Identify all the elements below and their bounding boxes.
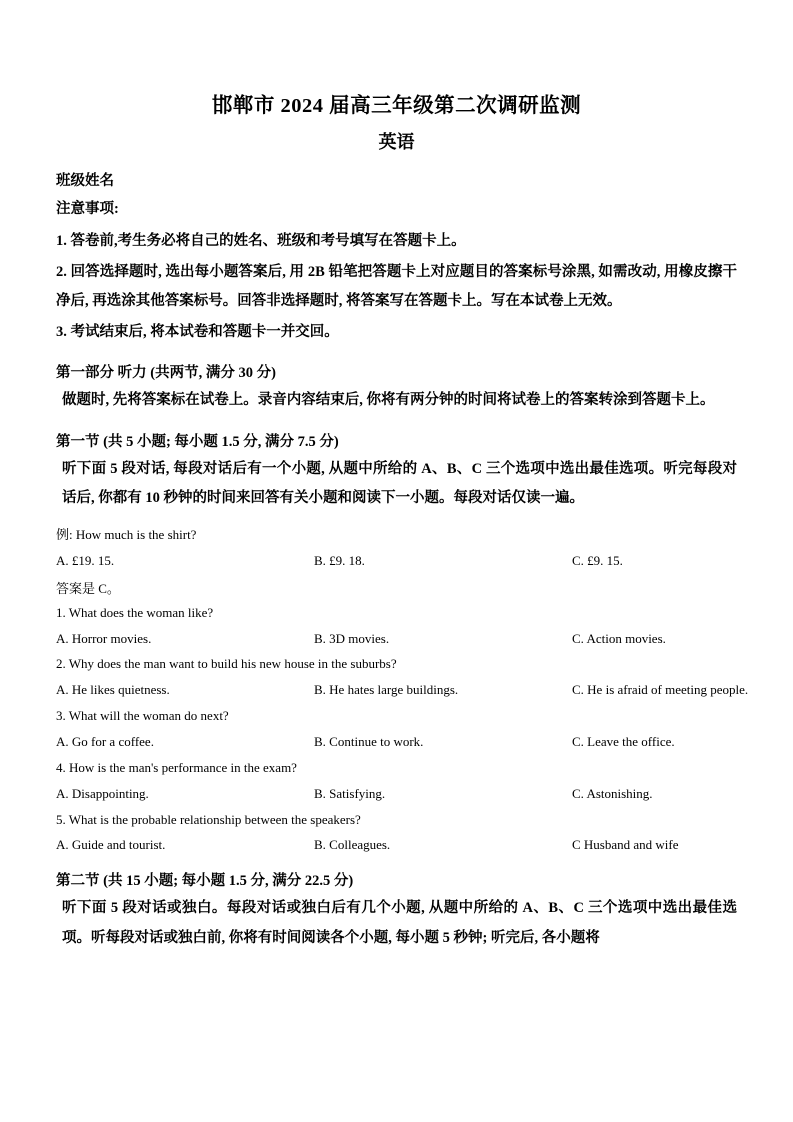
question-2-stem: 2. Why does the man want to build his new house in the suburbs? (56, 656, 397, 672)
question-2-options (56, 681, 749, 700)
option-c[interactable]: C. Leave the office. (572, 734, 675, 749)
option-c[interactable]: C. He is afraid of meeting people. (572, 682, 749, 698)
question-1-options (56, 630, 737, 649)
notice-label: 注意事项: (56, 201, 119, 218)
question-3-options (56, 733, 737, 752)
option-a[interactable]: A. Disappointing. (56, 785, 149, 801)
question-5-options (56, 836, 737, 855)
option-c[interactable]: C. £9. 15. (572, 552, 623, 568)
notice-list (56, 227, 737, 347)
question-list (56, 526, 749, 855)
question-5-stem: 5. What is the probable relationship between the speakers? (56, 811, 361, 827)
option-a[interactable]: A. Horror movies. (56, 630, 152, 646)
part-one-instruction: 做题时, 先将答案标在试卷上。录音内容结束后, 你将有两分钟的时间将试卷上的答案转涂到答题卡上。 (62, 391, 715, 408)
example-options (56, 552, 737, 571)
option-b[interactable]: B. Continue to work. (314, 734, 424, 749)
question-3-stem: 3. What will the woman do next? (56, 708, 229, 724)
question-4-options (56, 785, 737, 804)
class-name-label: 班级姓名 (56, 173, 114, 189)
example-answer: 答案是 C。 (56, 580, 120, 596)
option-b[interactable]: B. 3D movies. (314, 630, 390, 646)
page-title: 邯郸市 2024 届高三年级第二次调研监测 (211, 95, 582, 117)
option-c[interactable]: C Husband and wife (572, 837, 679, 853)
option-a[interactable]: A. Guide and tourist. (56, 837, 166, 853)
part-one-heading: 第一部分 听力 (共两节, 满分 30 分) (56, 364, 276, 381)
notice-item-3: 3. 考试结束后, 将本试卷和答题卡一并交回。 (56, 323, 339, 340)
option-c[interactable]: C. Astonishing. (572, 785, 653, 801)
question-1-stem: 1. What does the woman like? (56, 604, 214, 620)
notice-item-1: 1. 答卷前,考生务必将自己的姓名、班级和考号填写在答题卡上。 (56, 232, 466, 249)
option-a[interactable]: A. £19. 15. (56, 552, 115, 568)
section-two-instruction: 听下面 5 段对话或独白。每段对话或独白后有几个小题, 从题中所给的 A、B、C 三个选项中选出最佳选项。听每段对话或独白前, 你将有时间阅读各个小题, 每小题 5 秒钟; 听完后, 各小题将 (62, 900, 737, 946)
example-stem: 例: How much is the shirt? (56, 527, 197, 543)
option-b[interactable]: B. Colleagues. (314, 837, 391, 853)
section-one-instruction: 听下面 5 段对话, 每段对话后有一个小题, 从题中所给的 A、B、C 三个选项中选出最佳选项。听完每段对话后, 你都有 10 秒钟的时间来回答有关小题和阅读下一小题。每段对话仅读一遍。 (62, 460, 737, 507)
option-b[interactable]: B. He hates large buildings. (314, 682, 459, 698)
subject-title: 英语 (378, 132, 415, 152)
option-a[interactable]: A. He likes quietness. (56, 682, 170, 698)
option-b[interactable]: B. £9. 18. (314, 552, 365, 568)
notice-item-2: 2. 回答选择题时, 选出每小题答案后, 用 2B 铅笔把答题卡上对应题目的答案标号涂黑, 如需改动, 用橡皮擦干净后, 再选涂其他答案标号。回答非选择题时, 将答案写在答题卡上。写在本试卷上无效。 (56, 263, 737, 309)
option-a[interactable]: A. Go for a coffee. (56, 734, 154, 749)
section-one-heading: 第一节 (共 5 小题; 每小题 1.5 分, 满分 7.5 分) (56, 433, 339, 450)
option-b[interactable]: B. Satisfying. (314, 785, 386, 801)
question-4-stem: 4. How is the man's performance in the exam? (56, 759, 297, 775)
section-two-heading: 第二节 (共 15 小题; 每小题 1.5 分, 满分 22.5 分) (56, 873, 354, 890)
option-c[interactable]: C. Action movies. (572, 630, 666, 646)
